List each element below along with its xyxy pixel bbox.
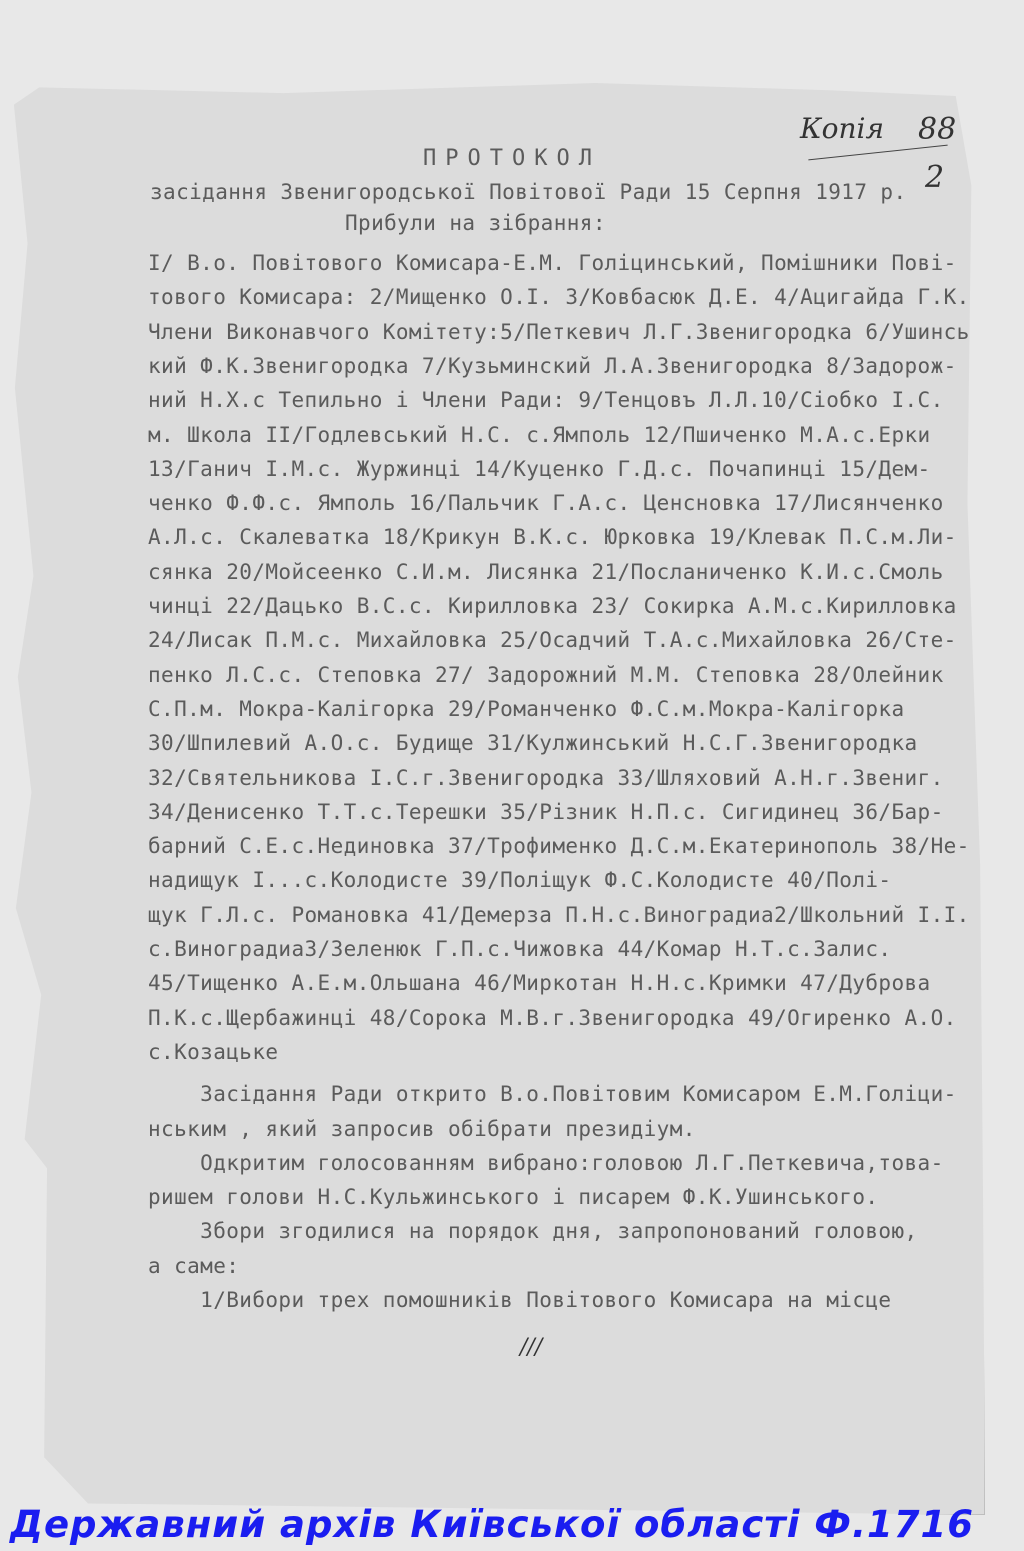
- typed-line: с.Козацьке: [148, 1039, 279, 1064]
- handwritten-number-88: 88: [918, 112, 957, 147]
- typed-line: пенко Л.С.с. Степовка 27/ Задорожний М.М. Степовка 28/Олейник: [148, 662, 944, 687]
- handwritten-folio-mark: ///: [520, 1335, 543, 1360]
- typed-line: 30/Шпилевий А.О.с. Будище 31/Кулжинський Н.С.Г.Звенигородка: [148, 731, 918, 756]
- document-title: ПРОТОКОЛ: [423, 146, 601, 171]
- typed-line: Засідання Ради открито В.о.Повітовим Комисаром Е.М.Голіци-: [148, 1082, 957, 1107]
- typed-line: чинці 22/Дацько В.С.с. Кирилловка 23/ Сокирка А.М.с.Кирилловка: [148, 594, 957, 618]
- typed-line: А.Л.с. Скалеватка 18/Крикун В.К.с. Юрковка 19/Клевак П.С.м.Ли-: [148, 525, 957, 550]
- typed-line: а саме:: [148, 1253, 240, 1278]
- handwritten-copy-mark: Копія: [800, 112, 885, 145]
- typed-line: нським , який запросив обібрати президіум.: [148, 1116, 696, 1141]
- typed-line: щук Г.Л.с. Романовка 41/Демерза П.Н.с.Виноградиа2/Школьний І.І.: [148, 902, 970, 927]
- typed-line: барний С.Е.с.Нединовка 37/Трофименко Д.С.м.Екатеринополь 38/Не-: [148, 834, 970, 859]
- typed-line: 45/Тищенко А.Е.м.Ольшана 46/Миркотан Н.Н.с.Кримки 47/Дуброва: [148, 971, 931, 996]
- document-subtitle: засідання Звенигородської Повітової Ради 15 Серпня 1917 р.: [150, 180, 907, 204]
- archive-watermark-caption: Державний архів Київської області Ф.1716: [10, 1503, 975, 1546]
- typed-line: с.Виноградиа3/Зеленюк Г.П.с.Чижовка 44/Комар Н.Т.с.Залис.: [148, 937, 892, 961]
- typed-line: кий Ф.К.Звенигородка 7/Кузьминский Л.А.Звенигородка 8/Задорож-: [148, 353, 957, 378]
- typed-line: ченко Ф.Ф.с. Ямполь 16/Пальчик Г.А.с. Ценсновка 17/Лисянченко: [148, 491, 944, 516]
- typed-line: П.К.с.Щербажинці 48/Сорока М.В.г.Звенигородка 49/Огиренко А.О.: [148, 1005, 957, 1030]
- typed-line: Збори згодилися на порядок дня, запропонований головою,: [148, 1219, 918, 1244]
- typed-line: 32/Святельникова І.С.г.Звенигородка 33/Шляховий А.Н.г.Звениг.: [148, 765, 944, 790]
- typed-line: Одкритим голосованням вибрано:головою Л.Г.Петкевича,това-: [148, 1150, 944, 1175]
- handwritten-number-2: 2: [925, 160, 945, 195]
- arrived-heading: Прибули на зібрання:: [345, 211, 606, 235]
- typed-line: сянка 20/Мойсеенко С.И.м. Лисянка 21/Посланиченко К.И.с.Смоль: [148, 559, 944, 584]
- typed-line: С.П.м. Мокра-Калігорка 29/Романченко Ф.С.м.Мокра-Калігорка: [148, 696, 905, 721]
- typed-line: м. Школа II/Годлевський Н.С. с.Ямполь 12/Пшиченко М.А.с.Ерки: [148, 422, 931, 447]
- typed-line: надищук І...с.Колодисте 39/Поліщук Ф.С.Колодисте 40/Полі-: [148, 868, 892, 893]
- typed-line: 13/Ганич І.М.с. Журжинці 14/Куценко Г.Д.с. Почапинці 15/Дем-: [148, 456, 931, 481]
- typed-line: 24/Лисак П.М.с. Михайловка 25/Осадчий Т.А.с.Михайловка 26/Сте-: [148, 628, 957, 653]
- typed-line: I/ В.о. Повітового Комисара-Е.М. Голіцинський, Помішники Пові-: [148, 251, 957, 275]
- typed-line: тового Комисара: 2/Мищенко О.І. 3/Ковбасюк Д.Е. 4/Ацигайда Г.К.: [148, 285, 970, 310]
- typed-line: ний Н.Х.с Тепильно і Члени Ради: 9/Тенцовъ Л.Л.10/Сiобко I.С.: [148, 388, 944, 413]
- typed-line: 34/Денисенко Т.Т.с.Терешки 35/Різник Н.П.с. Сигидинец 36/Бар-: [148, 799, 944, 824]
- typed-line: Члени Виконавчого Комітету:5/Петкевич Л.Г.Звенигородка 6/Ушинсь: [148, 319, 970, 344]
- typed-line: 1/Вибори трех помошників Повітового Комисара на місце: [148, 1288, 892, 1312]
- typed-line: ришем голови Н.С.Кульжинського і писарем Ф.К.Ушинського.: [148, 1185, 879, 1210]
